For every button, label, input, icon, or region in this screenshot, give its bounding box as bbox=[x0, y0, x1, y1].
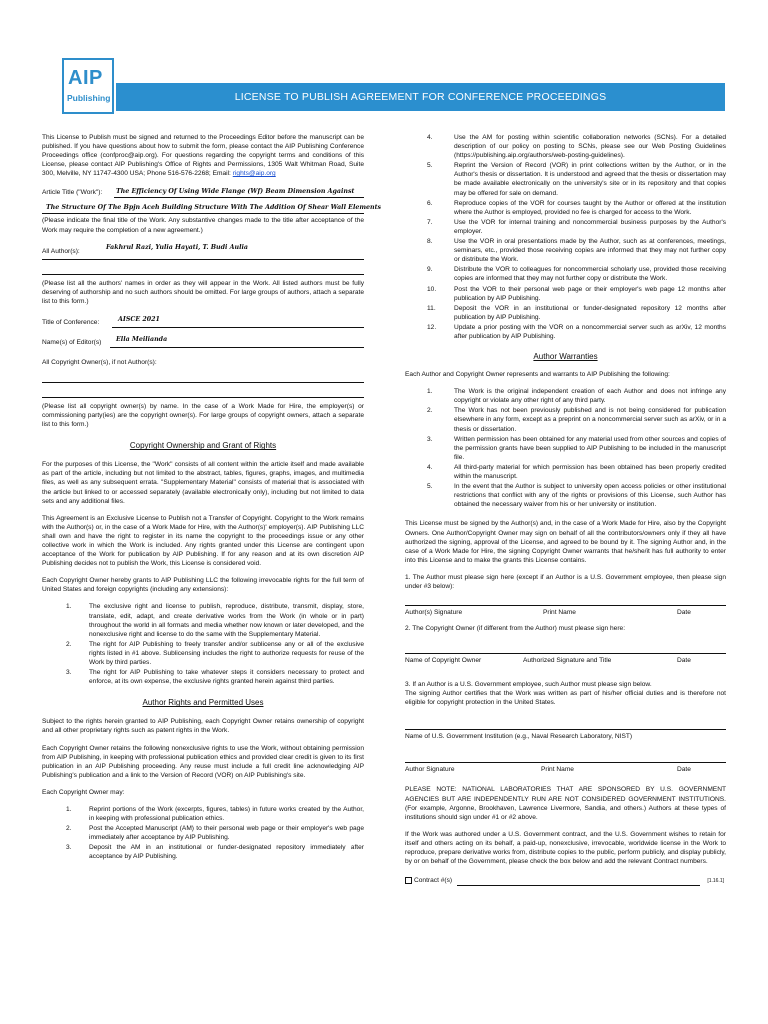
conference-field[interactable]: Title of Conference: AISCE 2021 bbox=[42, 316, 364, 328]
authors-field[interactable]: All Author(s): Fakhrul Razi, Yulia Hayati, T. Budi Aulia bbox=[42, 243, 248, 255]
list-item-text: Use the VOR for internal training and noncommercial business purposes by the Author's employer. bbox=[454, 218, 726, 235]
article-title-note: (Please indicate the final title of the Work. Any substantive changes made to the title after acceptance of the Work may require the completion of a new agreement.) bbox=[42, 217, 364, 234]
list-item bbox=[405, 199, 726, 217]
logo-subtext: Publishing bbox=[67, 93, 111, 103]
list-item-text: The Work has not been previously published and is not being considered for publication elsewhere in any form, except as a preprint on a noncommercial server such as arXiv, or in a thesis or dissertation. bbox=[454, 407, 726, 433]
list-item-text: The Work is the original independent creation of each Author and does not infringe any copyright or violate any other right of any third party. bbox=[454, 388, 726, 405]
copyright-paragraph-3: Each Copyright Owner hereby grants to AIP Publishing LLC the following irrevocable rights for the full term of United States and foreign copyrights (including any extensions): bbox=[42, 577, 364, 594]
list-item-number: 2. bbox=[427, 407, 433, 415]
list-item bbox=[405, 482, 726, 509]
owners-field[interactable]: All Copyright Owner(s), if not Author(s): bbox=[42, 358, 157, 366]
list-item-number: 11. bbox=[427, 304, 436, 312]
list-item-text: Written permission has been obtained for any material used from other sources and copies of the permission grants have been supplied to AIP Publishing to be included in the manuscript file. bbox=[454, 435, 726, 461]
list-item-number: 6. bbox=[427, 199, 433, 207]
list-item bbox=[405, 161, 726, 197]
rights-email-link[interactable]: rights@aip.org bbox=[232, 170, 276, 178]
gov-institution-row[interactable]: Name of U.S. Government Institution (e.g., Naval Research Laboratory, NIST) bbox=[405, 729, 726, 742]
list-item bbox=[405, 304, 726, 322]
list-item-text: Post the VOR to their personal web page or their employer's web page 12 months after publication by AIP Publishing. bbox=[454, 285, 726, 302]
step-2-text: 2. The Copyright Owner (if different from the Author) must please sign here: bbox=[405, 625, 626, 633]
article-title-field[interactable]: Article Title ("Work"): The Efficiency Of Using Wide Flange (Wf) Beam Dimension Against bbox=[42, 186, 364, 198]
contract-checkbox[interactable] bbox=[405, 877, 412, 884]
list-item-text: Reprint portions of the Work (excerpts, figures, tables) in future works created by the Author, in keeping with professional publication ethics. bbox=[89, 806, 364, 823]
list-item-text: The right for AIP Publishing to take whatever steps it considers necessary to protect and enforce, at its own expense, the exclusive rights granted herein against third parties. bbox=[89, 669, 364, 686]
left-column bbox=[42, 133, 382, 863]
list-item bbox=[405, 435, 726, 462]
list-item-text: Use the AM for posting within scientific collaboration networks (SCNs). For a detailed description of our policy on posting to SCNs, please see our Web Posting Guidelines (https://publishing.aip.org/authors/web-posting-guidelines). bbox=[454, 134, 726, 160]
list-item-text: Deposit the VOR in an institutional or funder-designated repository 12 months after publication by AIP Publishing. bbox=[454, 304, 726, 321]
list-item-text: In the event that the Author is subject to university open access policies or other institutional restrictions that conflict with any of the rights or provisions of this License, such Author has obtained the necessary waiver from his or her university or institution. bbox=[454, 483, 726, 509]
copyright-paragraph-2: This Agreement is an Exclusive License to Publish not a Transfer of Copyright. Copyright to the Work remains with the Author(s) or, in the case of a Work Made for Hire, with the Author(s)' employer(s). AIP Publishing LLC shall own and have the right to register in its name the copyright to the proceedings issue or any other collective work in which the Work is included. Any rights granted under this License are contingent upon acceptance of the Work for publication by AIP Publishing. If for any reason and at its own discretion AIP Publishing decides not to publish the Work, this License is considered void. bbox=[42, 514, 364, 568]
list-item bbox=[405, 387, 726, 405]
list-item-text: Reproduce copies of the VOR for courses taught by the Author or offered at the institution where the Author is employed, provided no fee is charged for access to the Work. bbox=[454, 199, 726, 216]
aip-publishing-logo bbox=[62, 58, 114, 114]
contract-paragraph: If the Work was authored under a U.S. Government contract, and the U.S. Government wishes to retain for itself and others acting on its behalf, a paid-up, nonexclusive, irrevocable, worldwide license in the Work to reproduce, prepare derivative works from, distribute copies to the public, perform publicly, and display publicly, by or on behalf of the Government, please check the box below and add the relevant Contract numbers. bbox=[405, 830, 726, 866]
list-item-text: Deposit the AM in an institutional or funder-designated repository immediately after acceptance by AIP Publishing. bbox=[89, 844, 364, 861]
list-item-number: 3. bbox=[427, 435, 433, 443]
list-item-text: Distribute the VOR to colleagues for noncommercial scholarly use, provided those receiving copies are informed that they may not further copy or distribute the Work. bbox=[454, 266, 726, 283]
list-item bbox=[405, 463, 726, 481]
editors-field[interactable]: Name(s) of Editor(s) Ella Meilianda bbox=[42, 336, 364, 348]
list-item bbox=[42, 668, 364, 686]
list-item-number: 9. bbox=[427, 266, 433, 274]
list-item-text: Post the Accepted Manuscript (AM) to their personal web page or their employer's web page immediately after acceptance by AIP Publishing. bbox=[89, 825, 364, 842]
list-item bbox=[405, 133, 726, 160]
list-item bbox=[405, 265, 726, 283]
list-item bbox=[405, 406, 726, 433]
step-1-text: 1. The Author must please sign here (except if an Author is a U.S. Government employee, then please sign under #3 below): bbox=[405, 573, 726, 590]
conference-value: AISCE 2021 bbox=[118, 316, 160, 324]
warranty-list bbox=[405, 387, 726, 509]
step-3-title: 3. If an Author is a U.S. Government employee, such Author must please sign below. bbox=[405, 681, 652, 689]
list-item-number: 7. bbox=[427, 218, 433, 226]
list-item-number: 2. bbox=[66, 825, 72, 833]
list-item bbox=[405, 218, 726, 236]
list-item-text: Use the VOR in oral presentations made by the Author, such as at conferences, meetings, seminars, etc., provided those receiving copies are informed that they may not further copy or distribute the Work. bbox=[454, 238, 726, 264]
please-note: PLEASE NOTE: NATIONAL LABORATORIES THAT ARE SPONSORED BY U.S. GOVERNMENT AGENCIES BUT ARE INDEPENDENTLY RUN ARE NOT CONSIDERED GOVERNMENT INSTITUTIONS. (For example, Argonne, Brookhaven, Lawrence Livermore, Sandia, and others.) Authors at these types of institutions should sign under #1 or #2 above. bbox=[405, 786, 726, 821]
list-item bbox=[405, 285, 726, 303]
list-item bbox=[42, 843, 364, 861]
article-title-field-2[interactable] bbox=[42, 202, 382, 214]
rights-heading: Author Rights and Permitted Uses bbox=[142, 698, 264, 708]
permitted-uses-list bbox=[42, 805, 364, 862]
article-title-value-2: The Structure Of The Bpjn Aceh Building Structure With The Addition Of Shear Wall Elements bbox=[46, 203, 382, 211]
list-item-number: 10. bbox=[427, 285, 437, 293]
authors-note: (Please list all the authors' names in order as they will appear in the Work. All listed authors must be fully deserving of authorship and no such authors should be omitted. For large groups of authors, attach a separate list to this form.) bbox=[42, 279, 364, 305]
list-item-number: 12. bbox=[427, 323, 437, 331]
list-item-number: 2. bbox=[66, 640, 72, 648]
list-item-text: The exclusive right and license to publish, reproduce, distribute, transmit, display, store, translate, edit, adapt, and create derivative works from the Work (in whole or in part) throughout the world in all formats and media whether now known or later developed, and the nonexclusive right and license to do the same with the Supplementary Material. bbox=[89, 603, 364, 638]
contract-field[interactable]: Contract #(s) [1.16.1] bbox=[405, 874, 726, 886]
list-item-text: Update a prior posting with the VOR on a noncommercial server such as arXiv, 12 months after publication by AIP Publishing. bbox=[454, 323, 726, 340]
article-title-value-1: The Efficiency Of Using Wide Flange (Wf) Beam Dimension Against bbox=[116, 187, 355, 195]
copyright-paragraph-1: For the purposes of this License, the "Work" consists of all content within the article itself and made available as part of the article, including but not limited to the abstract, tables, figures, graphs, images, and multimedia files, as well as any subsequent errata. "Supplementary Material" consists of material that is associated with the article but linked to or accessed separately (available electronically only), including but not limited to data sets and any additional files. bbox=[42, 461, 364, 505]
authors-value: Fakhrul Razi, Yulia Hayati, T. Budi Aulia bbox=[106, 243, 248, 251]
list-item bbox=[42, 805, 364, 823]
copyright-heading: Copyright Ownership and Grant of Rights bbox=[129, 441, 277, 451]
step-3-text: The signing Author certifies that the Work was written as part of his/her official duties and is therefore not eligible for copyright protection in the United States. bbox=[405, 690, 726, 707]
list-item-number: 8. bbox=[427, 238, 433, 246]
list-item-number: 1. bbox=[66, 806, 72, 813]
page-title: LICENSE TO PUBLISH AGREEMENT FOR CONFERENCE PROCEEDINGS bbox=[116, 83, 725, 111]
list-item bbox=[405, 237, 726, 264]
intro-paragraph: This License to Publish must be signed and returned to the Proceedings Editor before the manuscript can be published. If you have questions about how to submit the form, please contact the AIP Publishing Conference Proceedings office (confproc@aip.org). For questions regarding the copyright terms and conditions of this License, please contact AIP Publishing's Office of Rights and Permissions, 1305 Walt Whitman Road, Suite 300, Melville, NY 11747-4300 USA; Phone 516-576-2268; Email: rights@aip.org bbox=[42, 134, 364, 178]
list-item-number: 5. bbox=[427, 162, 433, 170]
rights-paragraph-2: Each Copyright Owner retains the following nonexclusive rights to use the Work, without obtaining permission from AIP Publishing, in keeping with professional publication ethics and provided clear credit is given to its first publication in an AIP Publishing proceeding. Any reuse must include a full credit line acknowledging AIP Publishing's publication and a link to the Version of Record (VOR) on AIP Publishing's site. bbox=[42, 744, 364, 779]
list-item bbox=[42, 640, 364, 667]
rights-paragraph-3: Each Copyright Owner may: bbox=[42, 788, 125, 796]
list-item-number: 3. bbox=[66, 844, 72, 852]
warranties-intro: Each Author and Copyright Owner represents and warrants to AIP Publishing the following: bbox=[405, 371, 670, 379]
list-item-number: 1. bbox=[66, 603, 72, 611]
list-item-text: The right for AIP Publishing to freely transfer and/or sublicense any or all of the exclusive rights listed in #1 above. Sublicensing includes the right to authorize requests for reuse of the Work by third parties. bbox=[89, 640, 364, 667]
version-label: [1.16.1] bbox=[707, 878, 724, 885]
logo-text: AIP bbox=[68, 67, 103, 89]
gov-author-signature-row[interactable]: Author Signature Print Name Date bbox=[405, 762, 726, 775]
list-item-number: 5. bbox=[427, 483, 433, 491]
signing-paragraph: This License must be signed by the Author(s) and, in the case of a Work Made for Hire, also by the Copyright Owners. One Author/Copyright Owner may sign on behalf of all the contributors/owners only if they all have authorized the signing, approval of the License, and agreed to be bound by it. The signing Author and, in the case of a Work Made for Hire, the signing Copyright Owner warrants that he/she/it has full authority to enter into this License and to make the grants this License contains. bbox=[405, 520, 726, 564]
list-item-number: 4. bbox=[427, 463, 433, 471]
list-item-number: 4. bbox=[427, 134, 433, 141]
grant-list bbox=[42, 602, 364, 686]
list-item-number: 3. bbox=[66, 669, 72, 677]
list-item bbox=[42, 824, 364, 842]
owner-signature-row[interactable]: Name of Copyright Owner Authorized Signature and Title Date bbox=[405, 653, 726, 666]
list-item bbox=[405, 323, 726, 341]
warranties-heading: Author Warranties bbox=[533, 352, 598, 362]
right-column bbox=[405, 133, 726, 886]
list-item-number: 1. bbox=[427, 388, 433, 396]
permitted-uses-list-continued bbox=[405, 133, 726, 341]
list-item bbox=[42, 602, 364, 638]
owners-note: (Please list all copyright owner(s) by name. In the case of a Work Made for Hire, the employer(s) or commissioning party(ies) are the copyright owner(s). For large groups of copyright owners, attach a separate list to this form.) bbox=[42, 402, 364, 429]
list-item-text: All third-party material for which permission has been obtained has been properly credited within the manuscript. bbox=[454, 463, 726, 481]
rights-paragraph-1: Subject to the rights herein granted to AIP Publishing, each Copyright Owner retains ownership of copyright and all other proprietary rights such as patent rights in the Work. bbox=[42, 718, 364, 735]
editors-value: Ella Meilianda bbox=[116, 336, 168, 344]
list-item-text: Reprint the Version of Record (VOR) in print collections written by the Author, or in the Author's thesis or dissertation. It is understood and agreed that the thesis or dissertation may be made available electronically on the university's site or in its repository and that copies may be offered for sale on demand. bbox=[454, 162, 726, 197]
author-signature-row[interactable]: Author(s) Signature Print Name Date bbox=[405, 605, 726, 618]
